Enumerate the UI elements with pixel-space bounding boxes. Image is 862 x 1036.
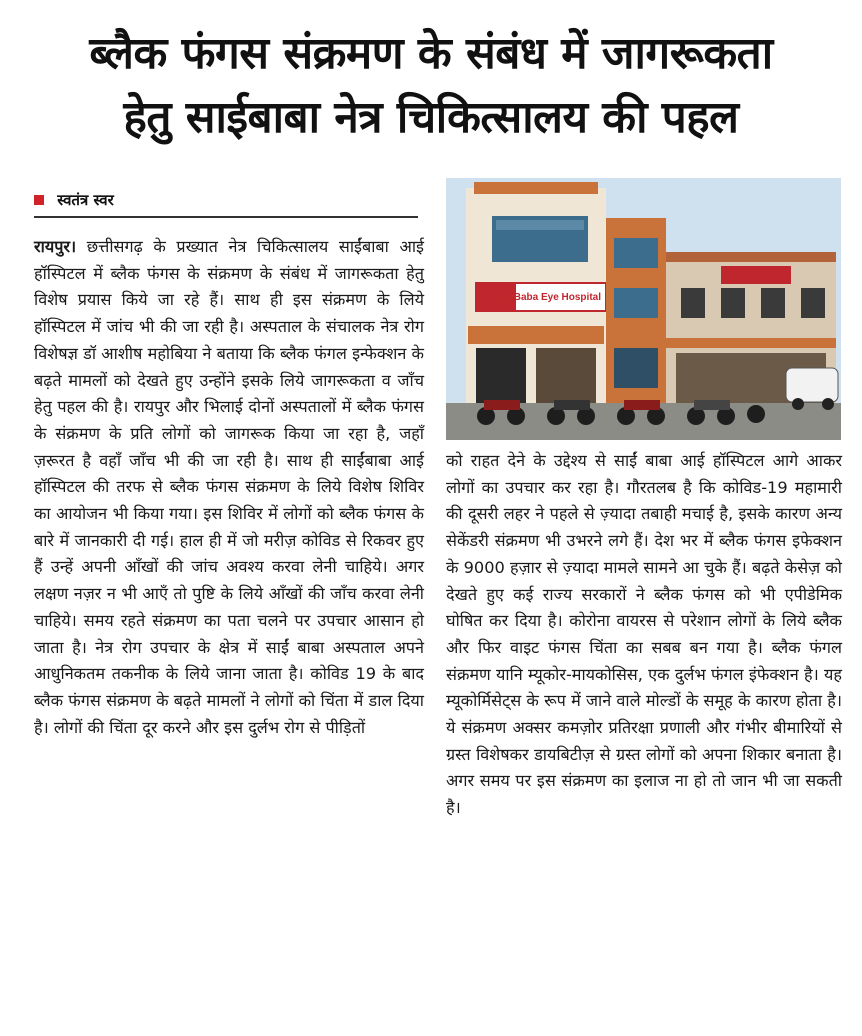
byline-text: स्वतंत्र स्वर xyxy=(57,191,114,209)
headline-line-1: ब्लैक फंगस संक्रमण के संबंध में जागरूकता xyxy=(89,28,773,79)
article-column-left xyxy=(34,234,424,741)
headline xyxy=(10,22,852,150)
hospital-sign: Sai Baba Eye Hospital xyxy=(495,292,601,303)
headline-line-2: हेतु साईबाबा नेत्र चिकित्सालय की पहल xyxy=(123,92,739,143)
article-text-left: छत्तीसगढ़ के प्रख्यात नेत्र चिकित्सालय साईंबाबा आई हॉस्पिटल में ब्लैक फंगस के संक्रमण के संबंध में जागरूकता हेतु विशेष प्रयास किये जा रहे हैं। साथ ही इस संक्रमण के लिये हॉस्पिटल में जांच भी की जा रही है। अस्पताल के संचालक नेत्र रोग विशेषज्ञ डॉ आशीष महोबिया ने बताया कि ब्लैक फंगल इन्फेक्शन के बढ़ते मामलों को देखते हुए उन्होंने इसके लिये जागरूकता व जाँच हेतु पहल की है। रायपुर और भिलाई दोनों अस्पतालों में ब्लैक फंगस के संक्रमण के प्रति लोगों को जागरूक किया जा रहा है, जहाँ ज़रूरत है वहाँ जाँच भी की जा रही है। साथ ही साईंबाबा आई हॉस्पिटल की तरफ से ब्लैक फंगस संक्रमण के लिये विशेष शिविर का आयोजन भी किया गया। इस शिविर में लोगों को ब्लैक फंगस के बारे में जानकारी दी गई। हाल ही में जो मरीज़ कोविड से रिकवर हुए हैं उन्हें अपनी आँखों की जांच अवश्य करवा लेनी चाहिये। अगर लक्षण नज़र न भी आएँ तो पुष्टि के लिये आँखों की जाँच करवा लेनी चाहिये। समय रहते संक्रमण का पता चलने पर उपचार आसान हो जाता है। नेत्र रोग उपचार के क्षेत्र में साईं बाबा अस्पताल अपने आधुनिकतम तकनीक के लिये जाना जाता है। कोविड 19 के बाद ब्लैक फंगस संक्रमण के बढ़ते मामलों ने लोगों को चिंता में डाल दिया है। लोगों की चिंता दूर करने और इस दुर्लभ रोग से पीड़ितों xyxy=(34,237,424,737)
article-text-right: को राहत देने के उद्देश्य से साईं बाबा आई हॉस्पिटल आगे आकर लोगों का उपचार कर रहा है। गौरतलब है कि कोविड-19 महामारी की दूसरी लहर ने पहले से ज़्यादा तबाही मचाई है, इसके कारण अन्य सेकेंडरी संक्रमण भी उभरने लगे हैं। देश भर में ब्लैक फंगस इफेक्शन के 9000 हज़ार से ज़्यादा मामले सामने आ चुके हैं। बढ़ते केसेज़ को देखते हुए कई राज्य सरकारों ने ब्लैक फंगस को भी एपीडेमिक घोषित कर दिया है। कोरोना वायरस से परेशान लोगों के लिये ब्लैक और फिर वाइट फंगस चिंता का सबब बन गया है। ब्लैक फंगल संक्रमण यानि म्यूकोर-मायकोसिस, एक दुर्लभ फंगल इंफेक्शन है। यह म्यूकोर्मिसेट्स के रूप में जाने वाले मोल्डों के समूह के कारण होता है। ये संक्रमण अक्सर कमज़ोर प्रतिरक्षा प्रणाली और गंभीर बीमारियों से ग्रस्त विशेषकर डायबिटीज़ से ग्रस्त लोगों को अपना शिकार बनाता है। अगर समय पर इस संक्रमण का इलाज ना हो तो जान भी जा सकती है। xyxy=(446,451,842,818)
red-square-icon xyxy=(34,195,44,205)
article-column-right xyxy=(446,448,842,822)
dateline: रायपुर। xyxy=(34,237,77,256)
hospital-photo xyxy=(446,178,841,440)
byline xyxy=(34,188,418,218)
